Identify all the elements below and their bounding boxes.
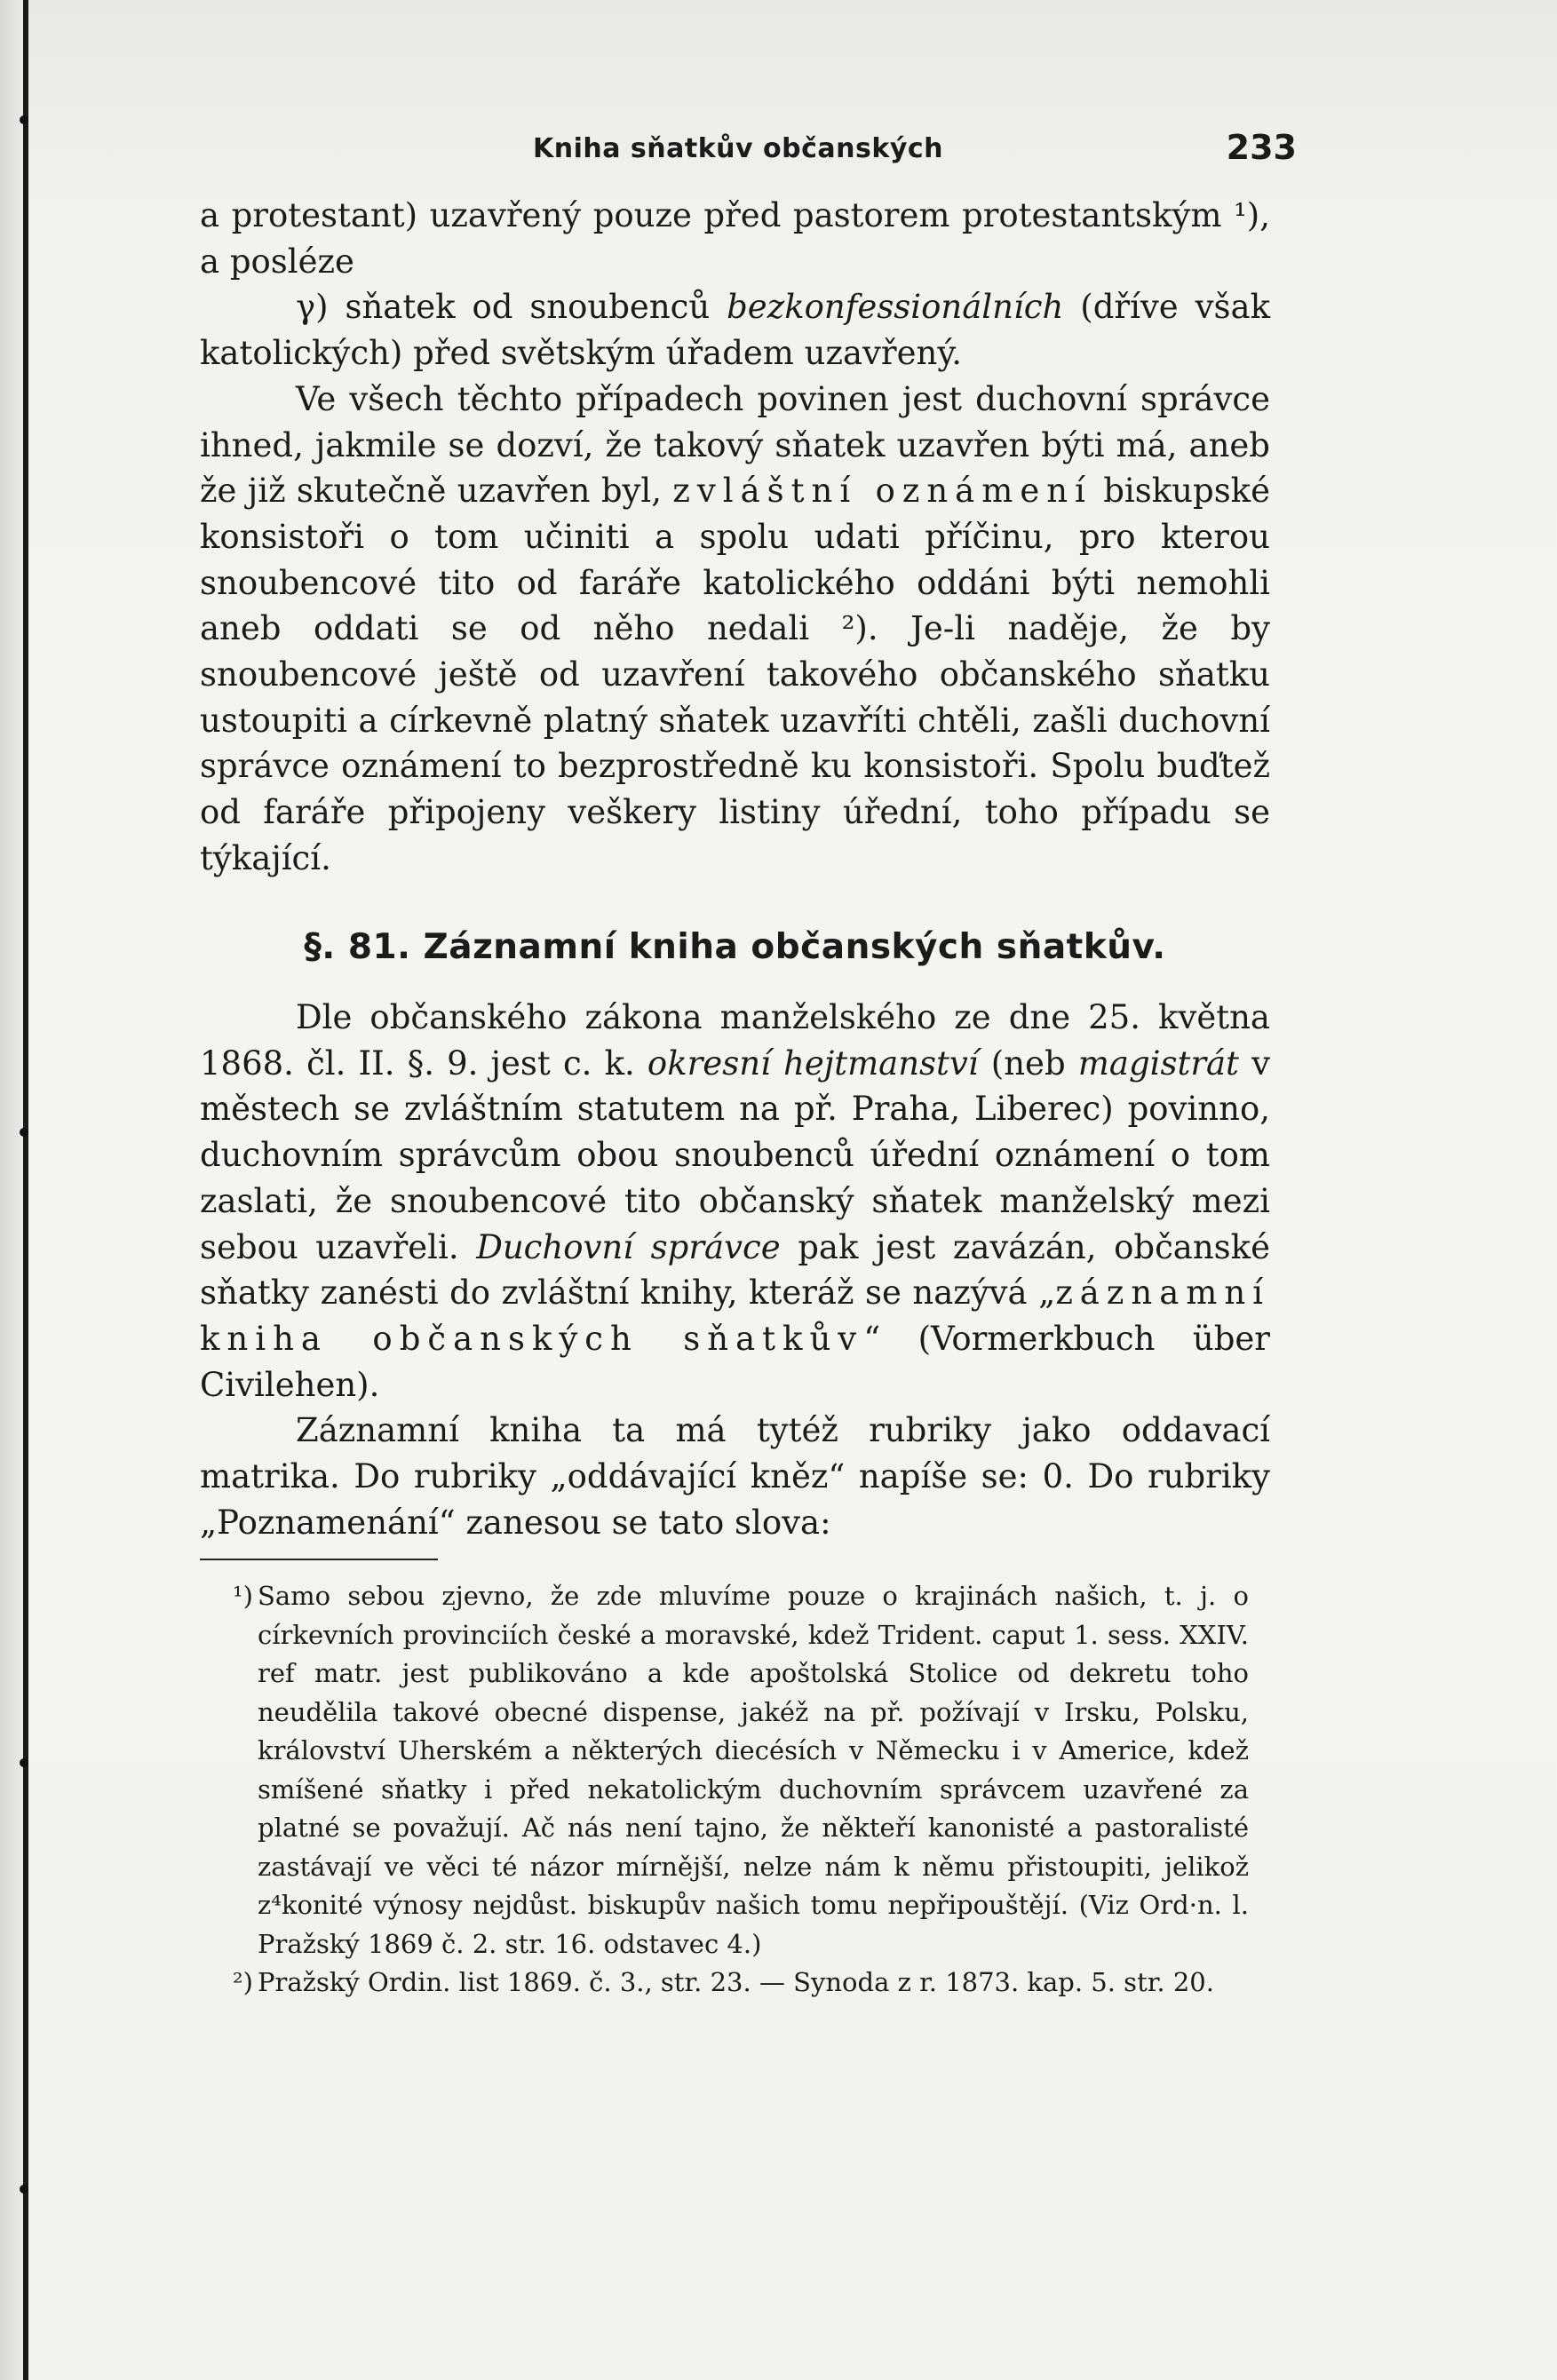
running-title: Kniha sňatkův občanských — [533, 133, 944, 164]
body-text-section — [200, 995, 1270, 1545]
paragraph: a protestant) uzavřený pouze před pastorem protestantským ¹), a posléze — [200, 196, 1270, 281]
page-number: 233 — [1226, 128, 1297, 167]
body-text-top — [200, 193, 1270, 882]
footnote-marker: ¹) — [233, 1581, 253, 1611]
binding-mark — [20, 115, 28, 124]
footnote-1: ¹) Samo sebou zjevno, že zde mluvíme pouze o krajinách našich, t. j. o církevních provinciích české a moravské, kdež Trident. caput 1. sess. XXIV. ref matr. jest publikováno a kde apoštolská Stolice od dekretu toho neudělila takové obecné dispense, jakéž na př. požívají v Irsku, Polsku, království Uherském a některých diecésích v Německu i v Americe, kdež smíšené sňatky i před nekatolickým duchovním správcem uzavřené za platné se považují. Ač nás není tajno, že někteří kanonisté a pastoralisté zastávají ve věci té názor mírnější, nelze nám k němu přistoupiti, jelikož z⁴konité výnosy nejdůst. biskupův našich tomu nepřipouštějí. (Viz Ord·n. l. Pražský 1869 č. 2. str. 16. odstavec 4.) — [258, 1577, 1249, 1964]
page-header — [533, 128, 1297, 178]
section-heading: §. 81. Záznamní kniha občanských sňatkův. — [304, 927, 1166, 967]
binding-mark — [20, 2185, 28, 2194]
footnotes — [233, 1577, 1249, 2003]
binding-mark — [20, 1128, 28, 1137]
paragraph: Záznamní kniha ta má tytéž rubriky jako oddavací matrika. Do rubriky „oddávající kněz“ napíše se: 0. Do rubriky „Poznamenání“ zanesou se tato slova: — [200, 1411, 1270, 1542]
page-gutter — [0, 0, 23, 2380]
footnote-divider — [200, 1559, 438, 1560]
paragraph: Ve všech těchto případech povinen jest duchovní správce ihned, jakmile se dozví, že takový sňatek uzavřen býti má, aneb že již skutečně uzavřen byl, zvláštní oznámení biskupské konsistoři o tom učiniti a spolu udati příčinu, pro kterou snoubencové tito od faráře katolického oddáni býti nemohli aneb oddati se od něho nedali ²). Je-li naděje, že by snoubencové ještě od uzavření takového občanského sňatku ustoupiti a církevně platný sňatek uzavříti chtěli, zašli duchovní správce oznámení to bezprostředně ku konsistoři. Spolu buďtež od faráře připojeny veškery listiny úřední, toho případu se týkající. — [200, 379, 1270, 877]
binding-mark — [20, 1758, 28, 1767]
paragraph: γ) sňatek od snoubenců bezkonfessionálních (dříve však katolických) před světským úřadem uzavřený. — [200, 288, 1270, 373]
binding-edge — [23, 0, 28, 2380]
paragraph: Dle občanského zákona manželského ze dne 25. května 1868. čl. II. §. 9. jest c. k. okresní hejtmanství (neb magistrát v městech se zvláštním statutem na př. Praha, Liberec) povinno, duchovním správcům obou snoubenců úřední oznámení o tom zaslati, že snoubencové tito občanský sňatek manželský mezi sebou uzavřeli. Duchovní správce pak jest zavázán, občanské sňatky zanésti do zvláštní knihy, kteráž se nazývá „záznamní kniha občanských sňatkův“ (Vormerkbuch über Civilehen). — [200, 998, 1270, 1404]
footnote-2: ²) Pražský Ordin. list 1869. č. 3., str. 23. — Synoda z r. 1873. kap. 5. str. 20. — [258, 1964, 1249, 2003]
footnote-marker: ²) — [233, 1967, 253, 1997]
